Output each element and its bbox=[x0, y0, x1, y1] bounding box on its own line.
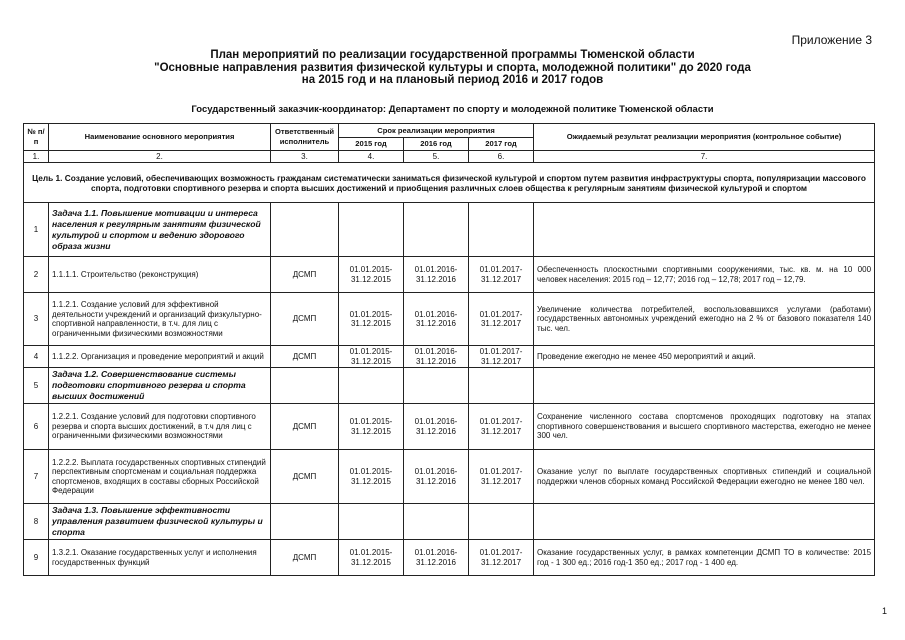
col-number: 5. bbox=[404, 150, 469, 163]
title-line: План мероприятий по реализации государственной программы Тюменской области bbox=[210, 49, 695, 61]
measure-name: 1.1.2.2. Организация и проведение мероприятий и акций bbox=[49, 346, 271, 368]
empty-cell bbox=[339, 504, 404, 540]
header-year-2017: 2017 год bbox=[469, 138, 534, 151]
title-line: "Основные направления развития физической культуры и спорта, молодежной политики" до 2020 года bbox=[154, 61, 751, 74]
row-num: 5 bbox=[24, 368, 49, 404]
table-row bbox=[24, 540, 875, 576]
period-2017: 01.01.2017-31.12.2017 bbox=[469, 293, 534, 346]
column-number-row bbox=[24, 150, 875, 163]
expected-result: Сохранение численного состава спортсменов проходящих подготовку на этапах спортивного совершенствования и высшего спортивного мастерства, ежегодно не менее 300 чел. bbox=[534, 404, 875, 450]
measure-name: 1.2.2.2. Выплата государственных спортивных стипендий перспективным спортсменам и социальная поддержка спортсменов, входящих в составы сборных Российской Федерации bbox=[49, 450, 271, 504]
task-row bbox=[24, 504, 875, 540]
header-result: Ожидаемый результат реализации мероприятия (контрольное событие) bbox=[534, 124, 875, 151]
executor: ДСМП bbox=[271, 540, 339, 576]
goal-row bbox=[24, 163, 875, 203]
executor: ДСМП bbox=[271, 404, 339, 450]
expected-result: Оказание государственных услуг, в рамках компетенции ДСМП ТО в количестве: 2015 год - 1 300 ед.; 2016 год-1 350 ед.; 2017 год - 1 400 ед. bbox=[534, 540, 875, 576]
period-2015: 01.01.2015-31.12.2015 bbox=[339, 293, 404, 346]
task-name: Задача 1.3. Повышение эффективности управления развитием физической культуры и спорта bbox=[49, 504, 271, 540]
period-2017: 01.01.2017-31.12.2017 bbox=[469, 257, 534, 293]
row-num: 4 bbox=[24, 346, 49, 368]
period-2016: 01.01.2016-31.12.2016 bbox=[404, 346, 469, 368]
empty-cell bbox=[469, 368, 534, 404]
task-row bbox=[24, 203, 875, 257]
period-2016: 01.01.2016-31.12.2016 bbox=[404, 257, 469, 293]
task-name: Задача 1.1. Повышение мотивации и интереса населения к регулярным занятиям физической культурой и спортом и ведению здорового образа жизни bbox=[49, 203, 271, 257]
period-2016: 01.01.2016-31.12.2016 bbox=[404, 540, 469, 576]
empty-cell bbox=[271, 368, 339, 404]
expected-result: Проведение ежегодно не менее 450 мероприятий и акций. bbox=[534, 346, 875, 368]
header-executor: Ответственный исполнитель bbox=[271, 124, 339, 151]
table-row bbox=[24, 404, 875, 450]
appendix-label: Приложение 3 bbox=[791, 33, 872, 47]
table-row bbox=[24, 450, 875, 504]
row-num: 2 bbox=[24, 257, 49, 293]
executor: ДСМП bbox=[271, 346, 339, 368]
measure-name: 1.2.2.1. Создание условий для подготовки спортивного резерва и спорта высших достижений, в т.ч для лиц с ограниченными физическими возможностями bbox=[49, 404, 271, 450]
period-2015: 01.01.2015-31.12.2015 bbox=[339, 346, 404, 368]
period-2016: 01.01.2016-31.12.2016 bbox=[404, 450, 469, 504]
period-2017: 01.01.2017-31.12.2017 bbox=[469, 540, 534, 576]
customer-line: Государственный заказчик-координатор: Департамент по спорту и молодежной политике Тюменской области bbox=[191, 104, 714, 115]
row-num: 7 bbox=[24, 450, 49, 504]
executor: ДСМП bbox=[271, 450, 339, 504]
period-2017: 01.01.2017-31.12.2017 bbox=[469, 346, 534, 368]
empty-cell bbox=[404, 203, 469, 257]
document-title bbox=[0, 49, 905, 87]
empty-cell bbox=[271, 203, 339, 257]
period-2015: 01.01.2015-31.12.2015 bbox=[339, 404, 404, 450]
header-year-2015: 2015 год bbox=[339, 138, 404, 151]
empty-cell bbox=[339, 368, 404, 404]
expected-result: Увеличение количества потребителей, воспользовавшихся услугами (работами) государственных автономных учреждений ежегодно на 2 % от базового показателя 140 тыс. чел. bbox=[534, 293, 875, 346]
empty-cell bbox=[534, 504, 875, 540]
row-num: 8 bbox=[24, 504, 49, 540]
goal-text: Цель 1. Создание условий, обеспечивающих возможность гражданам систематически заниматься физической культурой и спортом путем развития инфраструктуры спорта, популяризации массового спорта, подготовки спортивного резерва и спорта высших достижений и приобщения различных слоев общества к регулярным занятиям физической культурой и спортом bbox=[24, 163, 875, 203]
task-row bbox=[24, 368, 875, 404]
row-num: 6 bbox=[24, 404, 49, 450]
table-row bbox=[24, 346, 875, 368]
header-num: № п/п bbox=[24, 124, 49, 151]
executor: ДСМП bbox=[271, 293, 339, 346]
empty-cell bbox=[534, 203, 875, 257]
period-2015: 01.01.2015-31.12.2015 bbox=[339, 257, 404, 293]
col-number: 2. bbox=[49, 150, 271, 163]
header-period: Срок реализации мероприятия bbox=[339, 124, 534, 138]
table-row bbox=[24, 293, 875, 346]
empty-cell bbox=[469, 504, 534, 540]
measure-name: 1.1.2.1. Создание условий для эффективной деятельности учреждений и организаций физкультурно-спортивной направленности, в т.ч. для лиц с ограниченными физическими возможностями bbox=[49, 293, 271, 346]
col-number: 6. bbox=[469, 150, 534, 163]
executor: ДСМП bbox=[271, 257, 339, 293]
table-row bbox=[24, 257, 875, 293]
empty-cell bbox=[404, 504, 469, 540]
col-number: 1. bbox=[24, 150, 49, 163]
period-2015: 01.01.2015-31.12.2015 bbox=[339, 540, 404, 576]
period-2016: 01.01.2016-31.12.2016 bbox=[404, 293, 469, 346]
measure-name: 1.3.2.1. Оказание государственных услуг и исполнения государственных функций bbox=[49, 540, 271, 576]
period-2015: 01.01.2015-31.12.2015 bbox=[339, 450, 404, 504]
expected-result: Обеспеченность плоскостными спортивными сооружениями, тыс. кв. м. на 10 000 человек населения: 2015 год – 12,77; 2016 год – 12,78; 2017 год – 12,79. bbox=[534, 257, 875, 293]
expected-result: Оказание услуг по выплате государственных спортивных стипендий и социальной поддержки членов сборных команд Российской Федерации ежегодно не менее 180 чел. bbox=[534, 450, 875, 504]
header-year-2016: 2016 год bbox=[404, 138, 469, 151]
col-number: 7. bbox=[534, 150, 875, 163]
period-2016: 01.01.2016-31.12.2016 bbox=[404, 404, 469, 450]
empty-cell bbox=[339, 203, 404, 257]
period-2017: 01.01.2017-31.12.2017 bbox=[469, 404, 534, 450]
title-line: на 2015 год и на плановый период 2016 и 2017 годов bbox=[301, 74, 604, 86]
measure-name: 1.1.1.1. Строительство (реконструкция) bbox=[49, 257, 271, 293]
col-number: 3. bbox=[271, 150, 339, 163]
empty-cell bbox=[404, 368, 469, 404]
page-number: 1 bbox=[881, 606, 887, 616]
header-name: Наименование основного мероприятия bbox=[49, 124, 271, 151]
task-name: Задача 1.2. Совершенствование системы подготовки спортивного резерва и спорта высших достижений bbox=[49, 368, 271, 404]
measures-table bbox=[23, 123, 875, 576]
empty-cell bbox=[469, 203, 534, 257]
empty-cell bbox=[271, 504, 339, 540]
row-num: 1 bbox=[24, 203, 49, 257]
empty-cell bbox=[534, 368, 875, 404]
row-num: 3 bbox=[24, 293, 49, 346]
col-number: 4. bbox=[339, 150, 404, 163]
period-2017: 01.01.2017-31.12.2017 bbox=[469, 450, 534, 504]
row-num: 9 bbox=[24, 540, 49, 576]
